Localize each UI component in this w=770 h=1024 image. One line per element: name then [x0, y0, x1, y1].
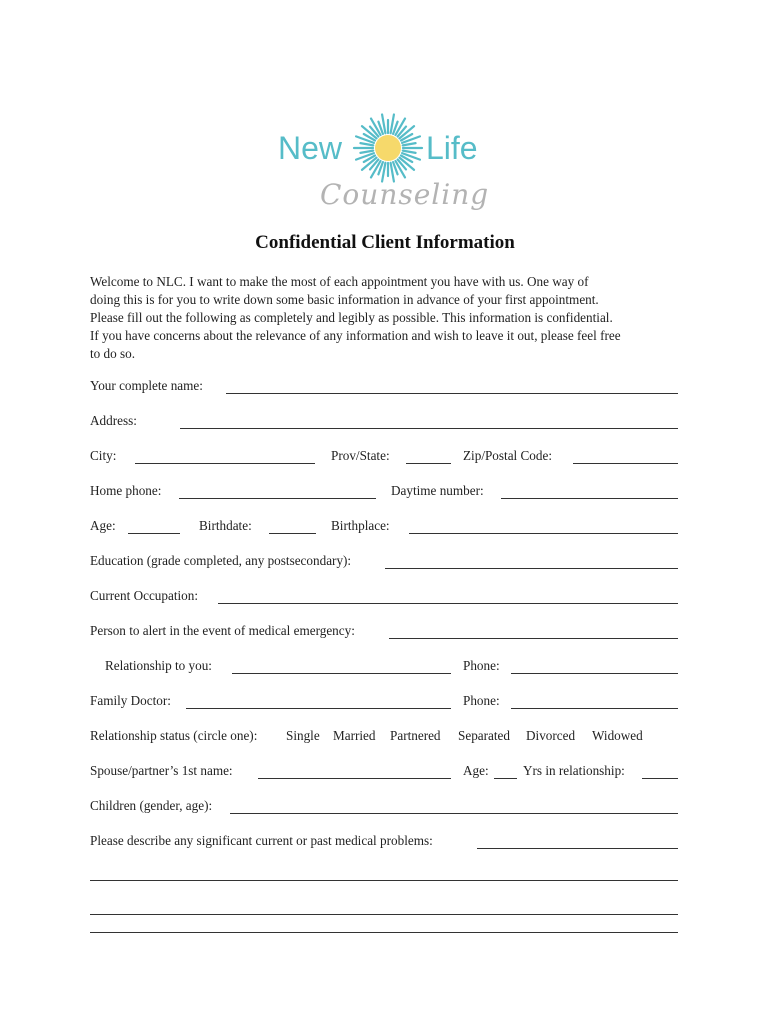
logo-word-life: Life: [426, 130, 478, 166]
phone2-field[interactable]: [511, 708, 678, 709]
status-option-divorced[interactable]: Divorced: [526, 728, 576, 743]
medical-extra-line[interactable]: [90, 880, 678, 881]
intro-paragraph: [90, 273, 690, 363]
spouse-row: [90, 763, 678, 783]
daytime-label: Daytime number:: [391, 483, 484, 498]
medical-extra-line[interactable]: [90, 932, 678, 933]
birthdate-field[interactable]: [269, 533, 316, 534]
phone1-label: Phone:: [463, 658, 500, 673]
daytime-field[interactable]: [501, 498, 678, 499]
logo-word-counseling: Counseling: [320, 178, 490, 211]
age-label: Age:: [90, 518, 116, 533]
spouse-age-field[interactable]: [494, 778, 517, 779]
age-row: [90, 518, 678, 538]
intro-line: Please fill out the following as completely and legibly as possible. This information is confidential.: [90, 310, 613, 325]
home-phone-field[interactable]: [179, 498, 376, 499]
children-row: [90, 798, 678, 818]
doctor-row: [90, 693, 678, 713]
spouse-label: Spouse/partner’s 1st name:: [90, 763, 233, 778]
status-label: Relationship status (circle one):: [90, 728, 258, 743]
age-field[interactable]: [128, 533, 180, 534]
status-option-widowed[interactable]: Widowed: [592, 728, 643, 743]
doctor-label: Family Doctor:: [90, 693, 171, 708]
prov-field[interactable]: [406, 463, 451, 464]
status-option-single[interactable]: Single: [286, 728, 320, 743]
name-label: Your complete name:: [90, 378, 203, 393]
form-title: Confidential Client Information: [255, 232, 515, 253]
intro-line: to do so.: [90, 346, 136, 361]
status-option-separated[interactable]: Separated: [458, 728, 510, 743]
intro-line: Welcome to NLC. I want to make the most of each appointment you have with us. One way of: [90, 274, 589, 289]
address-row: [90, 413, 678, 433]
intro-line: doing this is for you to write down some basic information in advance of your first appointment.: [90, 292, 599, 307]
birthplace-label: Birthplace:: [331, 518, 390, 533]
sunflower-petal: [360, 143, 373, 145]
medical-extra-line[interactable]: [90, 914, 678, 915]
education-label: Education (grade completed, any postsecondary):: [90, 553, 352, 568]
sunflower-logo-icon: [352, 112, 424, 184]
logo-word-new: New: [278, 130, 343, 166]
years-field[interactable]: [642, 778, 678, 779]
intro-line: If you have concerns about the relevance of any information and wish to leave it out, please feel free: [90, 328, 621, 343]
sunflower-petal: [403, 143, 416, 145]
medical-label: Please describe any significant current or past medical problems:: [90, 833, 433, 848]
emergency-label: Person to alert in the event of medical emergency:: [90, 623, 355, 638]
occupation-field[interactable]: [218, 603, 678, 604]
education-row: [90, 553, 678, 573]
birthdate-label: Birthdate:: [199, 518, 252, 533]
occupation-row: [90, 588, 678, 608]
name-field[interactable]: [226, 393, 678, 394]
city-field[interactable]: [135, 463, 315, 464]
zip-label: Zip/Postal Code:: [463, 448, 553, 463]
spouse-age-label: Age:: [463, 763, 489, 778]
city-row: [90, 448, 678, 468]
relationship-field[interactable]: [232, 673, 451, 674]
phone2-label: Phone:: [463, 693, 500, 708]
phone1-field[interactable]: [511, 673, 678, 674]
name-row: [90, 378, 678, 398]
years-label: Yrs in relationship:: [523, 763, 625, 778]
medical-row: [90, 833, 678, 853]
new-life-counseling-logo: [270, 108, 500, 228]
phone-row: [90, 483, 678, 503]
birthplace-field[interactable]: [409, 533, 678, 534]
relationship-row: [90, 658, 678, 678]
sunflower-petal: [360, 151, 373, 153]
address-label: Address:: [90, 413, 137, 428]
status-option-partnered[interactable]: Partnered: [390, 728, 441, 743]
address-field[interactable]: [180, 428, 678, 429]
spouse-field[interactable]: [258, 778, 451, 779]
children-field[interactable]: [230, 813, 678, 814]
relationship-label: Relationship to you:: [105, 658, 212, 673]
medical-field[interactable]: [477, 848, 678, 849]
prov-label: Prov/State:: [331, 448, 390, 463]
home-phone-label: Home phone:: [90, 483, 162, 498]
sunflower-petal: [403, 151, 416, 153]
children-label: Children (gender, age):: [90, 798, 213, 813]
occupation-label: Current Occupation:: [90, 588, 199, 603]
education-field[interactable]: [385, 568, 678, 569]
doctor-field[interactable]: [186, 708, 451, 709]
status-row: [90, 728, 678, 748]
city-label: City:: [90, 448, 117, 463]
emergency-field[interactable]: [389, 638, 678, 639]
status-option-married[interactable]: Married: [333, 728, 376, 743]
emergency-row: [90, 623, 678, 643]
zip-field[interactable]: [573, 463, 678, 464]
